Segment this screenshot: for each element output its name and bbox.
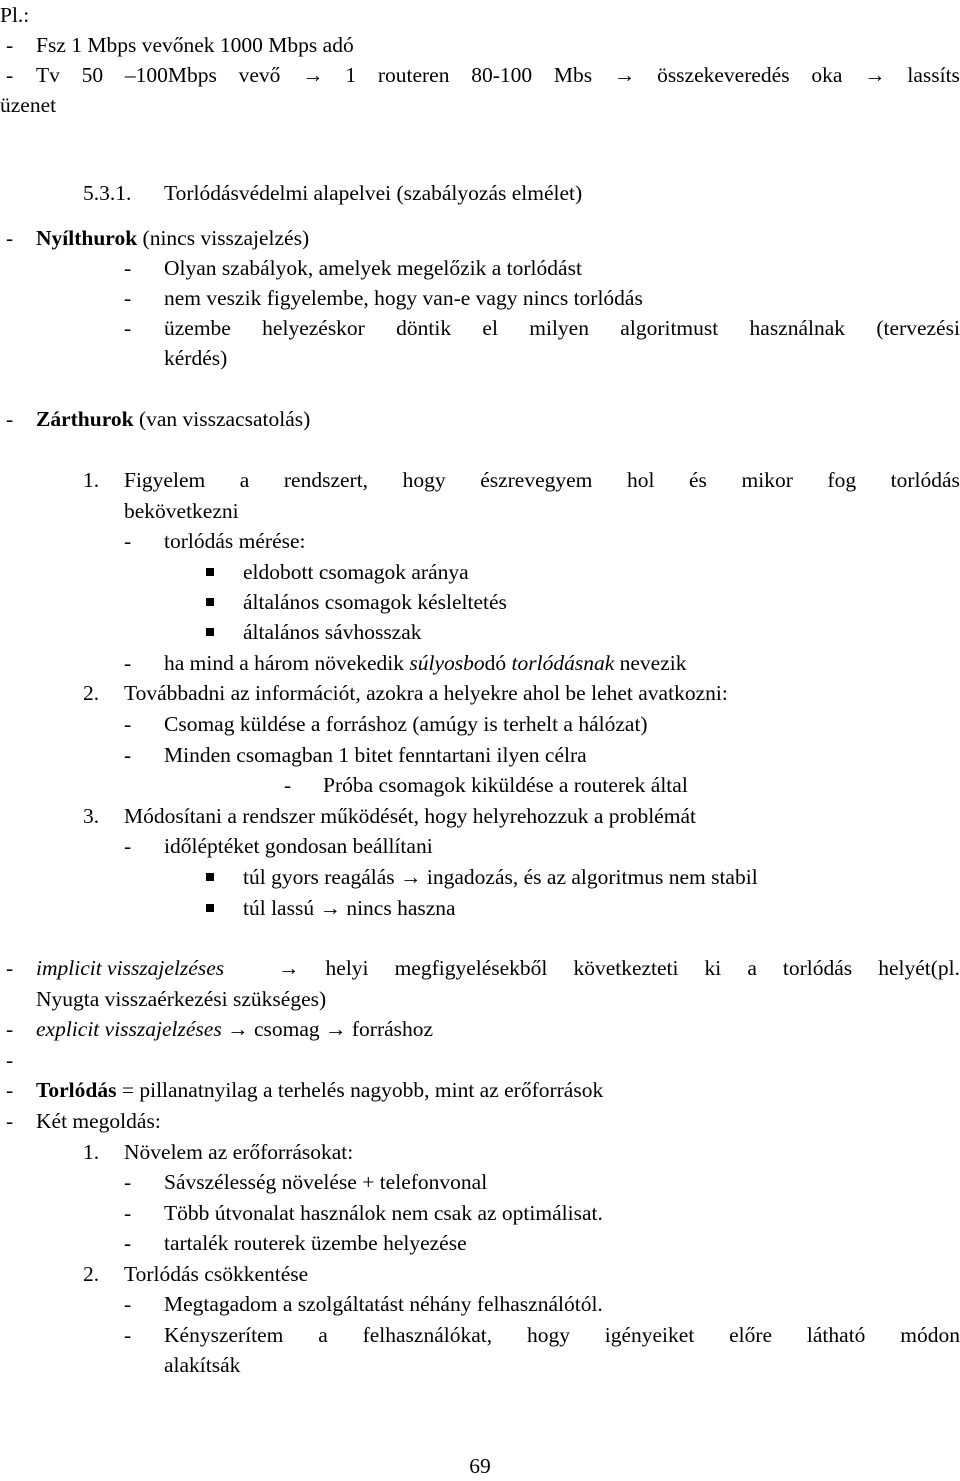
word: → [864,63,886,87]
word: észrevegyem [480,468,593,492]
page-number: 69 [469,1454,491,1478]
word: hogy [526,1323,570,1347]
word: 80-100 [471,63,533,87]
word: milyen [529,316,589,340]
word: (tervezési [876,316,960,340]
word: helyezéskor [262,316,365,340]
word: algoritmust [620,316,719,340]
word: döntik [396,316,452,340]
word: oka [811,63,843,87]
implicit-signaling: - implicit visszajelzéses → helyi megfigyelésekből következteti ki a torlódás helyét(pl. [0,953,960,983]
solution-2-sub: - Kényszerítem a felhasználókat, hogy igényeiket előre látható módon [0,1320,960,1350]
word: fog [827,468,857,492]
word: felhasználókat, [362,1323,493,1347]
justified-text [124,465,960,495]
word: következteti [573,956,679,980]
word: a [318,1323,328,1347]
word: előre [729,1323,773,1347]
word: helyi [325,956,369,980]
word: Kényszerítem [164,1323,284,1347]
word: rendszert, [283,468,369,492]
word: lassíts [907,63,960,87]
justified-text [36,60,960,90]
word: hogy [402,468,446,492]
word: Mbs [553,63,593,87]
square-bullet-icon [206,598,214,606]
word: –100Mbps [124,63,217,87]
word: Tv [36,63,60,87]
word: → [613,63,636,87]
square-bullet-icon [206,873,214,881]
justified-text [164,313,960,343]
square-bullet-icon [206,904,214,912]
word: 1 [345,63,357,87]
word: torlódás [782,956,853,980]
word: el [482,316,498,340]
word: torlódás [890,468,960,492]
square-bullet-icon [206,568,214,576]
word: megfigyelésekből [394,956,548,980]
word: → [278,956,300,980]
document-page: Pl.: - Fsz 1 Mbps vevőnek 1000 Mbps adó - Tv 50 –100Mbps vevő → 1 routeren 80-100 Mbs → összekeveredés oka → lassíts üzenet 5.3.1. Torlódásvédelmi alapelvei (szabályozás elmélet) - Nyílthurok (nincs visszajelzés) - Olyan szabályok, amelyek megelőzik a torlódást - nem veszik figyelembe, hogy van-e vagy nincs torlódás - üzembe helyezéskor döntik el milyen algoritmust használnak (tervezési kérdés) - Zárthurok (van visszacsatolás) 1. Figyelem a rendszert, hogy észrevegyem hol és mikor fog torlódás bekövetkezni - torlódás mérése: eldobott csomagok aránya általános csomagok késleltetés általános sávhosszak - ha mind a három növekedik súlyosbodó torlódásnak nevezik 2. Továbbadni az információt, azokra a helyekre ahol be lehet avatkozni: - Csomag küldése a forráshoz (amúgy is terhelt a hálózat) - Minden csomagban 1 bitet fenntartani ilyen célra - Próba csomagok kiküldése a routerek által 3. Módosítani a rendszer működését, hogy helyrehozzuk a problémát - időléptéket gondosan beállítani túl gyors reagálás → ingadozás, és az algoritmus nem stabil túl lassú → nincs haszna - implicit visszajelzéses → helyi megfigyelésekből következteti ki a torlódás helyét(pl. Nyugta visszaérkezési szükséges) - explicit visszajelzéses → csomag → forráshoz - - Torlódás = pillanatnyilag a terhelés nagyobb, mint az erőforrások - Két megoldás: 1. Növelem az erőforrásokat: - Sávszélesség növelése + telefonvonal - Több útvonalat használok nem csak az optimálisat. - tartalék routerek üzembe helyezése 2. Torlódás csökkentése - Megtagadom a szolgáltatást néhány felhasználótól. - Kényszerítem a felhasználókat, hogy igényeiket előre látható módon alakítsák 69 [0,0,960,1478]
word: → [302,63,324,87]
word: vevő [238,63,281,87]
word: látható [806,1323,866,1347]
justified-text [164,1320,960,1350]
word: igényeiket [604,1323,695,1347]
word: Figyelem [124,468,206,492]
word: mikor [741,468,793,492]
word: módon [900,1323,960,1347]
word: routeren [377,63,450,87]
word: helyét(pl. [878,956,960,980]
word: összekeveredés [657,63,790,87]
intro-item: - Tv 50 –100Mbps vevő → 1 routeren 80-100 Mbs → összekeveredés oka → lassíts [0,60,960,90]
justified-text [278,953,960,983]
open-loop-point: - üzembe helyezéskor döntik el milyen algoritmust használnak (tervezési [0,313,960,343]
word: ki [704,956,722,980]
word: használnak [749,316,846,340]
word: 50 [81,63,104,87]
step-1: 1. Figyelem a rendszert, hogy észrevegyem hol és mikor fog torlódás [0,465,960,495]
square-bullet-icon [206,628,214,636]
word: a [239,468,250,492]
word: hol [626,468,655,492]
word: a [747,956,757,980]
word: üzembe [164,316,231,340]
word: és [689,468,707,492]
